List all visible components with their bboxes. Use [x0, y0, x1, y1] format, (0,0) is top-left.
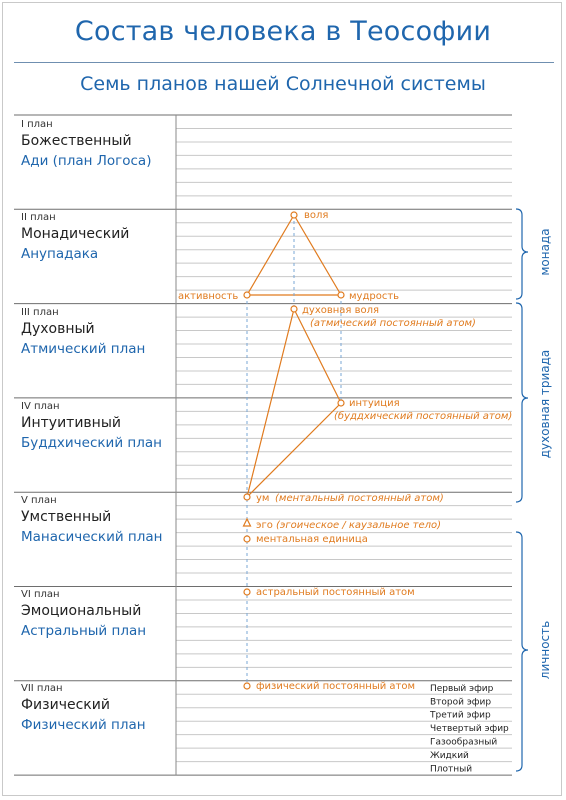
- triad-group-label: духовная триада: [538, 349, 552, 459]
- buddhic-atom-label: (буддхический постоянный атом): [334, 411, 513, 422]
- ego-triangle-icon: [244, 519, 251, 526]
- physical-subplane-label: Жидкий: [430, 751, 469, 762]
- physical-subplane-label: Второй эфир: [430, 697, 492, 708]
- intuition-node: [338, 400, 344, 406]
- plane-alt-name: Астральный план: [21, 623, 147, 639]
- physical-atom-node: [244, 683, 250, 689]
- physical-subplane-label: Третий эфир: [430, 710, 491, 721]
- triad-triangle: [247, 309, 341, 497]
- plane-number: VI план: [21, 589, 60, 600]
- plane-name: Божественный: [21, 133, 132, 149]
- spiritual-will-node: [291, 306, 297, 312]
- wisdom-node: [338, 292, 344, 298]
- plane-name: Эмоциональный: [21, 603, 142, 619]
- plane-number: V план: [21, 495, 57, 506]
- plane-name: Умственный: [21, 509, 112, 525]
- plane-name: Духовный: [21, 321, 95, 337]
- personality-bracket: [516, 532, 528, 771]
- mental-unit-node: [244, 536, 250, 542]
- ego-label: эго: [256, 520, 273, 531]
- mind-label: ум: [256, 493, 270, 504]
- personality-group-label: личность: [538, 620, 552, 680]
- physical-subplane-label: Четвертый эфир: [430, 724, 509, 735]
- physical-subplane-label: Плотный: [430, 764, 473, 775]
- spiritual-will-label: духовная воля: [302, 305, 380, 316]
- mental-atom-label: (ментальный постоянный атом): [275, 493, 444, 504]
- activity-label: активность: [178, 291, 239, 302]
- physical-atom-label: физический постоянный атом: [256, 681, 416, 692]
- plane-number: VII план: [21, 683, 63, 694]
- activity-node: [244, 292, 250, 298]
- plane-number: III план: [21, 307, 59, 318]
- ego-note-label: (эгоическое / каузальное тело): [276, 520, 442, 531]
- plane-number: I план: [21, 119, 53, 130]
- plane-name: Интуитивный: [21, 415, 121, 431]
- astral-atom-label: астральный постоянный атом: [256, 587, 415, 598]
- atmic-atom-label: (атмический постоянный атом): [310, 318, 476, 329]
- plane-alt-name: Анупадака: [21, 246, 99, 262]
- physical-subplane-label: Первый эфир: [430, 683, 494, 694]
- will-node: [291, 212, 297, 218]
- page-title: Состав человека в Теософии: [74, 16, 492, 47]
- plane-alt-name: Буддхический план: [21, 435, 162, 451]
- physical-subplanes: [429, 684, 509, 775]
- plane-number: II план: [21, 212, 56, 223]
- mental-unit-label: ментальная единица: [256, 534, 368, 545]
- triad-bracket: [516, 303, 528, 502]
- intuition-label: интуиция: [349, 398, 400, 409]
- physical-subplane-label: Газообразный: [430, 737, 498, 748]
- plane-alt-name: Атмический план: [21, 341, 146, 357]
- plane-name: Физический: [21, 697, 110, 713]
- plane-grid: [14, 115, 512, 775]
- mind-node: [244, 494, 250, 500]
- plane-name: Монадический: [21, 226, 130, 242]
- plane-alt-name: Манасический план: [21, 529, 163, 545]
- monad-bracket: [516, 209, 528, 299]
- monad-group-label: монада: [538, 228, 552, 276]
- plane-alt-name: Физический план: [21, 717, 146, 733]
- page-subtitle: Семь планов нашей Солнечной системы: [80, 73, 486, 95]
- will-label: воля: [304, 210, 329, 221]
- plane-number: IV план: [21, 401, 60, 412]
- astral-atom-node: [244, 589, 250, 595]
- plane-alt-name: Ади (план Логоса): [21, 153, 152, 169]
- wisdom-label: мудрость: [349, 291, 400, 302]
